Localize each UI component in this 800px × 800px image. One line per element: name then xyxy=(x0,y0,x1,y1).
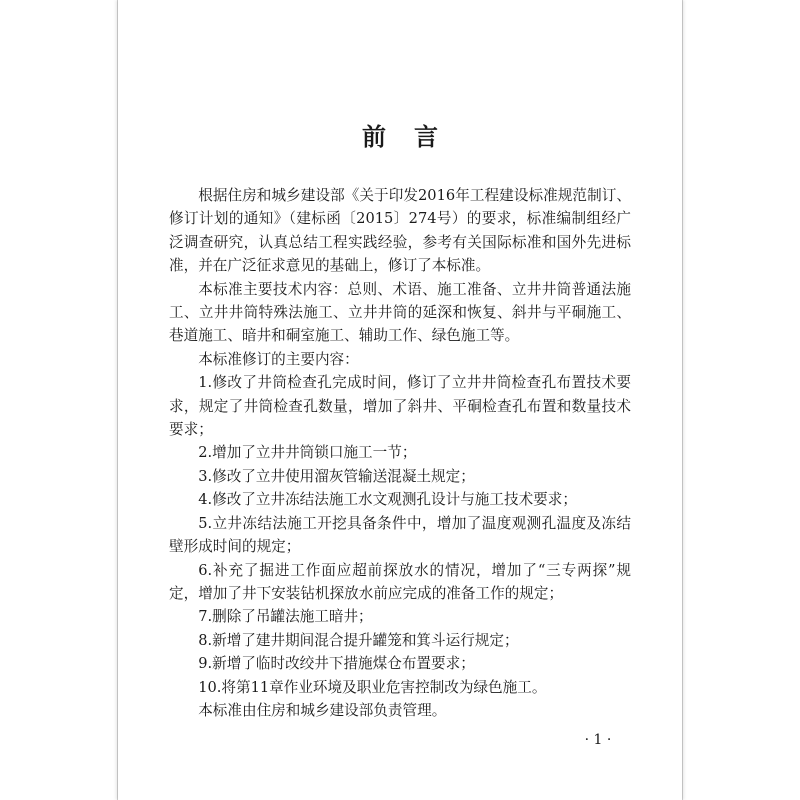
revision-item-5: 5.立井冻结法施工开挖具备条件中，增加了温度观测孔温度及冻结壁形成时间的规定； xyxy=(169,514,631,556)
revision-item-7: 7.删除了吊罐法施工暗井； xyxy=(198,608,373,626)
revision-item-4: 4.修改了立井冻结法施工水文观测孔设计与施工技术要求； xyxy=(198,491,577,509)
document-page xyxy=(118,0,682,800)
page-number: · 1 · xyxy=(584,732,612,748)
revision-item-6: 6.补充了掘进工作面应超前探放水的情况，增加了“三专两探”规定，增加了井下安装钻机探放水前应完成的准备工作的规定； xyxy=(169,561,631,602)
body-text xyxy=(169,184,631,722)
revision-item-9: 9.新增了临时改绞井下措施煤仓布置要求； xyxy=(198,655,475,673)
page-edge-right xyxy=(682,0,683,800)
revision-item-8: 8.新增了建井期间混合提升罐笼和箕斗运行规定； xyxy=(198,631,519,649)
paragraph-intro: 根据住房和城乡建设部《关于印发2016年工程建设标准规范制订、修订计划的通知》（建标函〔2015〕274号）的要求，标准编制组经广泛调查研究，认真总结工程实践经验，参考有关国际标准和国外先进标准，并在广泛征求意见的基础上，修订了本标准。 xyxy=(169,187,631,275)
revision-item-3: 3.修改了立井使用溜灰管输送混凝土规定； xyxy=(198,467,475,485)
revision-item-2: 2.增加了立井井筒锁口施工一节； xyxy=(198,444,417,462)
page-title: 前言 xyxy=(362,123,466,151)
paragraph-main-content: 本标准主要技术内容：总则、术语、施工准备、立井井筒普通法施工、立井井筒特殊法施工、立井井筒的延深和恢复、斜井与平硐施工、巷道施工、暗井和硐室施工、辅助工作、绿色施工等。 xyxy=(169,280,631,345)
revision-item-10: 10.将第11章作业环境及职业危害控制改为绿色施工。 xyxy=(198,678,547,696)
revision-item-1: 1.修改了井筒检查孔完成时间，修订了立井井筒检查孔布置技术要求，规定了井筒检查孔数量，增加了斜井、平硐检查孔布置和数量技术要求； xyxy=(169,374,631,439)
paragraph-management: 本标准由住房和城乡建设部负责管理。 xyxy=(198,701,447,719)
paragraph-revision-heading: 本标准修订的主要内容： xyxy=(198,350,359,368)
